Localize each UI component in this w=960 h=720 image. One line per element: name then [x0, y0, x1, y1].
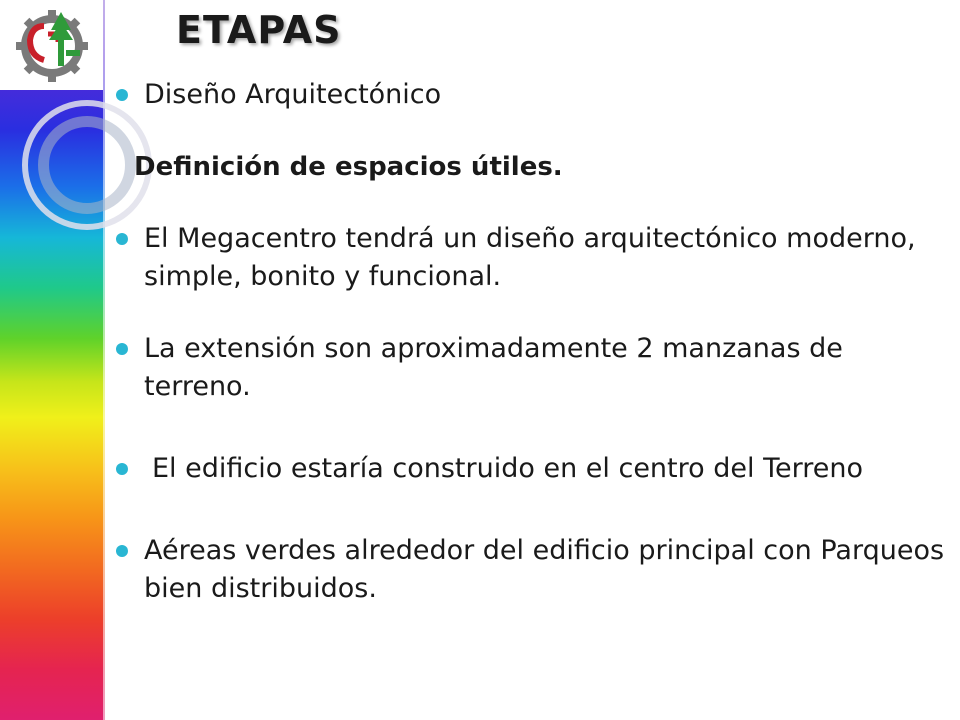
- bullet-dot-icon: [116, 343, 128, 355]
- bullet-dot-icon: [116, 545, 128, 557]
- bullet-text: Aéreas verdes alrededor del edificio principal con Parqueos bien distribuidos.: [144, 535, 945, 604]
- bullet-item: [116, 220, 946, 296]
- slide-title: ETAPAS: [176, 8, 342, 52]
- subheading-text: Definición de espacios útiles.: [134, 152, 563, 182]
- bullet-dot-icon: [116, 463, 128, 475]
- bullet-dot-icon: [116, 233, 128, 245]
- bullet-item: [116, 76, 946, 114]
- slide-content: [116, 76, 946, 608]
- bullet-item: [116, 330, 946, 406]
- bullet-text: La extensión son aproximadamente 2 manzanas de terreno.: [144, 333, 843, 402]
- gear-tree-logo-icon: [0, 0, 100, 86]
- bullet-text: El edificio estaría construido en el centro del Terreno: [152, 453, 863, 484]
- logo: [0, 0, 103, 90]
- bullet-text: Diseño Arquitectónico: [144, 79, 442, 110]
- subheading: [116, 148, 946, 186]
- bullet-item: [116, 532, 946, 608]
- bullet-item: [116, 450, 946, 488]
- bullet-text: El Megacentro tendrá un diseño arquitectónico moderno, simple, bonito y funcional.: [144, 223, 916, 292]
- bullet-dot-icon: [116, 89, 128, 101]
